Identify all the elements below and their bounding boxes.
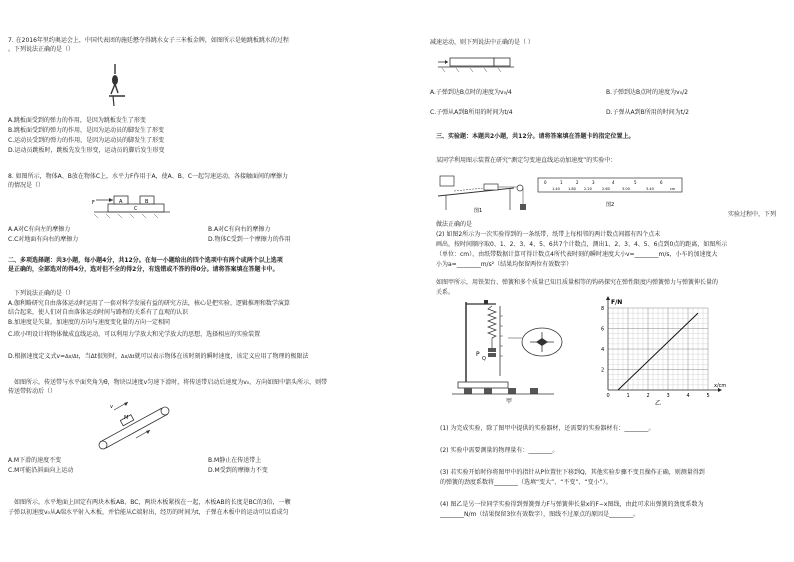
exp1-apparatus-figure bbox=[434, 166, 530, 216]
tape-unit: cm bbox=[670, 187, 676, 191]
y-tick-label: 6 bbox=[601, 326, 605, 333]
exp2-q3-line-2: 的弹簧的劲度系数将________（选填“变大”、“不变”、“变小”）。 bbox=[440, 479, 612, 486]
q11-stem-cont: 减速运动，则下列说法中正确的是（ ） bbox=[430, 39, 534, 46]
exp1-q1-part-2: 做法正确的是 bbox=[436, 221, 473, 228]
blocks-figure bbox=[90, 192, 172, 220]
q8-option-b: B.A对C有向右的摩擦力 bbox=[208, 226, 271, 233]
q7-option-b: B.跳板面受到的弹力的作用，是因为运动员的脚发生了形变 bbox=[8, 127, 165, 134]
force-label-f: F bbox=[92, 200, 95, 206]
exp2-intro-2: 关系。 bbox=[436, 289, 455, 296]
fig1-caption: 图1 bbox=[474, 208, 483, 214]
q8-stem-1: 8. 如图所示，物体A、B放在物体C上，水平力F作用于A，使A、B、C一起匀速运动，各接触面间的摩擦力 bbox=[8, 173, 289, 180]
tape-number-1: 1 bbox=[560, 180, 563, 185]
q9-option-d-row bbox=[8, 352, 309, 362]
q7-option-d: D.运动员跳板时，跳板先发生形变，运动员的脚后发生形变 bbox=[8, 147, 165, 154]
q10-option-a: A.M下滑的速度不变 bbox=[8, 457, 62, 464]
y-axis-label: F/N bbox=[611, 299, 623, 306]
exp2-q2: (2) 实验中需要测量的物理量有：________。 bbox=[440, 447, 559, 454]
fraction-dx-dt: Δx/Δt bbox=[65, 354, 79, 360]
x-axis-label: x/cm bbox=[714, 383, 727, 389]
exp1-q1-part-1: 实验过程中，下列 bbox=[728, 211, 777, 218]
section-3-heading: 三、实验题：本题共2小题，共12分。请将答案填在答题卡的指定位置上。 bbox=[436, 133, 635, 140]
q7-stem-2: 。下列说法正确的是（） bbox=[8, 46, 75, 53]
x-tick-label: 5 bbox=[706, 393, 710, 399]
q9-option-a-2: 结合起来，使人们对自由落体运动时间与路程的关系有了直观的认识 bbox=[8, 309, 189, 316]
tape-value-6: 3.40 bbox=[646, 187, 654, 191]
label-v: v bbox=[110, 404, 113, 410]
exp1-q2-line-3: （单位：cm），由纸带数据计算可得计数点4所代表时刻的瞬时速度大小v=________m/s，小车的加速度大 bbox=[436, 251, 718, 258]
exp2-q1: (1) 为完成实验，除了图甲中提供的实验器材，还需要的实验器材有：________。 bbox=[440, 425, 655, 432]
label-jia: 甲 bbox=[506, 398, 513, 404]
q11-option-b: B.子弹到达B点时的速度为v₀/2 bbox=[606, 89, 688, 96]
tape-value-2: 1.80 bbox=[568, 187, 576, 191]
q7-option-c: C.运动员受到的弹力的作用，是因为运动员的脚发生了形变 bbox=[8, 137, 165, 144]
exp1-q2-line-2: 画出，按时间顺序取0、1、2、3、4、5、6共7个计数点，测出1、2、3、4、5、6点到0点的距离，如图所示 bbox=[436, 241, 728, 248]
y-tick-label: 2 bbox=[601, 367, 605, 374]
q10-option-d: D.M受到的摩擦力不变 bbox=[208, 467, 268, 474]
q8-option-d: D.物体C受到一个摩擦力的作用 bbox=[208, 236, 291, 243]
exp1-q2-line-4: 小为a=________m/s²（结果均保留两位有效数字） bbox=[436, 261, 573, 268]
x-tick-label: 2 bbox=[646, 393, 650, 399]
exp2-intro-1: 如图甲所示，用铁架台、弹簧和多个质量已知且质量相等的钩码探究在弹性限度内弹簧弹力与弹簧伸长量的 bbox=[436, 279, 719, 286]
pointer-label-q: Q bbox=[482, 356, 486, 362]
exp2-q3-line-1: (3) 若实验开始时你将图甲中的指针从P位置往下移到Q，其他实验步骤不变且操作正确，则测量得到 bbox=[440, 469, 705, 476]
left-column bbox=[8, 0, 380, 562]
spring-apparatus-figure bbox=[444, 296, 586, 404]
q9-option-d-part-3: 就可以表示物体在该时刻的瞬时速度，该定义应用了物理的极限法 bbox=[134, 353, 309, 360]
tape-number-3: 3 bbox=[592, 180, 595, 185]
tape-figure bbox=[536, 174, 688, 210]
x-tick-label: 0 bbox=[606, 393, 610, 399]
q11-stem-2: 子弹以初速度v₀从A端水平射入木板，并恰能从C端射出，经历的时间为t，子弹在木板中的运动可以看成匀 bbox=[8, 509, 289, 516]
x-tick-label: 3 bbox=[666, 393, 670, 399]
bullet-board-figure bbox=[436, 54, 516, 76]
q9-option-d-part-2: ，当Δt很短时， bbox=[78, 353, 122, 360]
tape-value-1: 1.40 bbox=[552, 187, 560, 191]
label-yi: 乙 bbox=[655, 400, 662, 406]
q11-stem-1: 如图所示，水平地面上固定有两块木板AB、BC，两块木板紧挨在一起，木板AB的长度是BC的3倍，一颗 bbox=[14, 499, 291, 506]
exp1-q2-line-1: (2) 如图2所示为一次实验得到的一条纸带，纸带上每相邻的两计数点间都有四个点未 bbox=[436, 231, 661, 238]
section-2-heading-1: 二、多项选择题：共3小题，每小题4分，共12分。在每一小题给出的四个选项中有两个或两个以上选项 bbox=[8, 257, 283, 264]
tape-number-4: 4 bbox=[612, 180, 615, 185]
tape-number-5: 5 bbox=[634, 180, 637, 185]
tape-value-5: 3.00 bbox=[622, 187, 630, 191]
fraction-dx-dt-2: Δx/Δt bbox=[121, 354, 135, 360]
x-tick-label: 4 bbox=[686, 393, 690, 399]
section-2-heading-2: 是正确的，全部选对的得4分，选对但不全的得2分，有选错或不答的得0分。请将答案填在答题卡中。 bbox=[8, 266, 279, 273]
tape-number-2: 2 bbox=[576, 180, 579, 185]
q7-option-a: A.跳板面受到的弹力的作用，是因为跳板发生了形变 bbox=[8, 117, 146, 124]
y-axis-arrow bbox=[606, 296, 610, 300]
label-m: M bbox=[124, 415, 129, 421]
q11-option-c: C.子弹从A到B所用的时间为t/4 bbox=[430, 109, 513, 116]
tape-number-0: 0 bbox=[544, 180, 547, 185]
q10-stem-1: 如图所示，传送带与水平面夹角为θ，物块以速度v匀速下滑时，将传送带启动后速度为v₀，方向如图中箭头所示，则带 bbox=[14, 379, 328, 386]
force-extension-chart bbox=[582, 294, 732, 406]
exp1-intro: 某同学利用图示装置在研究“测定匀变速直线运动加速度”的实验中： bbox=[436, 157, 617, 164]
q11-option-a: A.子弹到达B点时的速度为v₀/4 bbox=[430, 89, 512, 96]
block-label-b: B bbox=[145, 199, 149, 205]
tape-number-6: 6 bbox=[660, 180, 663, 185]
q9-option-c: C.欧小明设计将物体做成直线运动，可以利用力学放大和光学放大的思想，选择相应的实验装置 bbox=[8, 331, 261, 338]
q9-stem: 下列说法正确的是（） bbox=[14, 290, 75, 297]
q9-option-b: B.加速度是矢量，加速度的方向与速度变化量的方向一定相同 bbox=[8, 319, 171, 326]
q8-option-a: A.A对C有向左的摩擦力 bbox=[8, 226, 71, 233]
fig2-caption: 图2 bbox=[606, 202, 615, 208]
q10-stem-2: 传送带转动后（） bbox=[8, 388, 57, 395]
conveyor-figure bbox=[92, 398, 178, 450]
tape-value-4: 2.60 bbox=[602, 187, 610, 191]
y-tick-label: 8 bbox=[601, 306, 605, 312]
q10-option-c: C.M可能沿斜面向上运动 bbox=[8, 467, 74, 474]
block-label-a: A bbox=[119, 199, 123, 205]
right-column bbox=[430, 0, 794, 562]
diver-figure bbox=[103, 62, 127, 108]
block-label-c: C bbox=[134, 206, 138, 212]
q7-stem-1: 7. 在2016年里约奥运会上，中国代表团的施廷懋夺得跳水女子三米板金牌，如图所示是她跳板跳水的过程 bbox=[8, 37, 289, 44]
q8-stem-2: 的情况是（） bbox=[8, 182, 45, 189]
tape-value-3: 2.20 bbox=[584, 187, 592, 191]
chart-ticks bbox=[601, 306, 710, 399]
chart-grid bbox=[608, 308, 708, 390]
q9-option-d-part-1: D.根据速度定义式v= bbox=[8, 353, 66, 360]
y-tick-label: 4 bbox=[601, 347, 605, 353]
x-tick-label: 1 bbox=[626, 393, 630, 399]
exp2-q4-line-1: (4) 图乙是另一位同学实验得到弹簧弹力F与弹簧伸长量x的F−x图线，由此可求出弹簧的劲度系数为 bbox=[440, 501, 704, 508]
q9-option-a-1: A.伽利略研究自由落体运动时运用了一套对科学发展有益的研究方法，核心是把实验、逻辑推理和数学演算 bbox=[8, 300, 290, 307]
pointer-label: P bbox=[476, 351, 480, 358]
q10-option-b: B.M静止在传送带上 bbox=[208, 457, 262, 464]
exp2-q4-line-2: ________N/m（结果保留3位有效数字），图线不过原点的原因是________。 bbox=[440, 511, 640, 518]
q11-option-d: D.子弹从A到B所用的时间为t/2 bbox=[606, 109, 689, 116]
q8-option-c: C.C对地面有向右的摩擦力 bbox=[8, 236, 79, 243]
